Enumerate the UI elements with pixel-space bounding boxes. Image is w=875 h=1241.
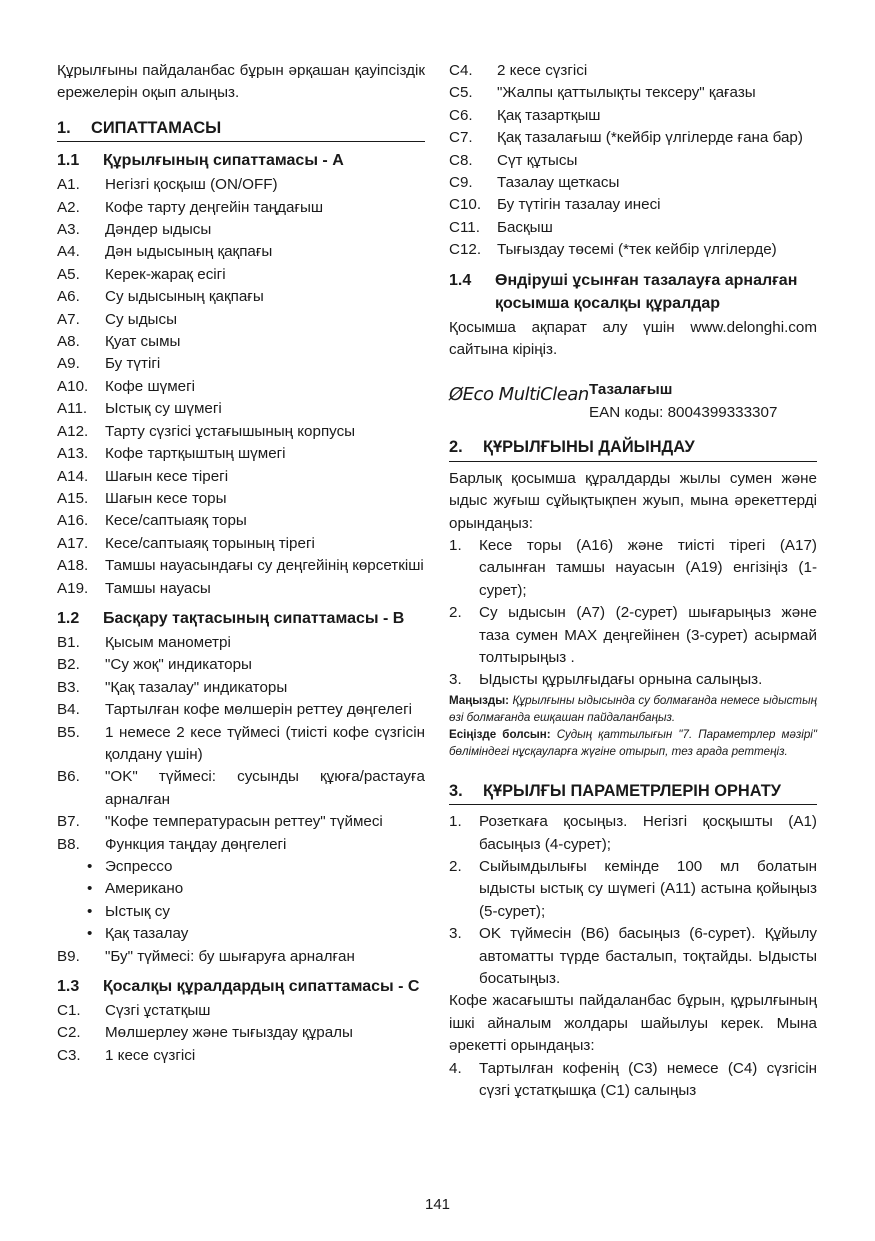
section-title: Басқару тақтасының сипаттамасы - B — [103, 609, 405, 627]
item-text: Шағын кесе торы — [105, 489, 227, 507]
item-text: Сүт құтысы — [497, 151, 578, 169]
item-text: Сүзгі ұстатқыш — [105, 1002, 211, 1020]
item-key: A9. — [57, 355, 80, 373]
item-text: 1 немесе 2 кесе түймесі (тиісті кофе сүзгісін қолдану үшін) — [105, 723, 425, 763]
item-text: "Қақ тазалау" индикаторы — [105, 678, 288, 696]
list-item-a2 — [57, 197, 425, 219]
item-text: Ыстық су шүмегі — [105, 400, 222, 418]
item-key: B5. — [57, 723, 80, 741]
list-item-c2 — [57, 1022, 425, 1044]
item-text: Тартылған кофе мөлшерін реттеу дөңгелегі — [105, 701, 412, 719]
item-text: Негізгі қосқыш (ON/OFF) — [105, 176, 278, 194]
list-item-a15 — [57, 488, 425, 510]
step-text: OK түймесін (B6) басыңыз (6-сурет). Құйылу автоматты түрде басталып, тоқтайды. Ыдысты босатыңыз. — [479, 925, 817, 987]
list-item-a1 — [57, 174, 425, 196]
product-name: Тазалағыш — [589, 381, 673, 399]
bullet-icon: • — [87, 925, 93, 943]
item-key: B2. — [57, 656, 80, 674]
section-number: 3. — [449, 781, 463, 800]
item-key: C11. — [449, 218, 480, 236]
step-text: Ыдысты құрылғыдағы орнына салыңыз. — [479, 671, 763, 689]
list-item-b4 — [57, 699, 425, 721]
list-item-c6 — [449, 105, 817, 127]
item-key: C4. — [449, 62, 473, 79]
item-key: C7. — [449, 129, 473, 147]
reminder-note — [449, 726, 817, 760]
item-key: B1. — [57, 633, 80, 651]
list-item-b2 — [57, 654, 425, 676]
item-text: Қақ тазалағыш (*кейбір үлгілерде ғана бар) — [497, 129, 803, 147]
item-key: B9. — [57, 947, 80, 965]
item-key: A17. — [57, 534, 89, 552]
item-text: Басқыш — [497, 218, 553, 236]
step-number: 3. — [449, 671, 462, 689]
item-key: A16. — [57, 512, 89, 530]
list-item-a18 — [57, 555, 425, 577]
step-item — [449, 1058, 817, 1103]
step-number: 1. — [449, 536, 462, 554]
item-text: Функция таңдау дөңгелегі — [105, 835, 287, 853]
step-number: 3. — [449, 925, 462, 943]
item-key: A1. — [57, 176, 80, 194]
item-key: A11. — [57, 400, 88, 418]
intro-text: Құрылғыны пайдаланбас бұрын әрқашан қауіпсіздік ережелерін оқып алыңыз. — [57, 62, 425, 102]
list-item-c11 — [449, 217, 817, 239]
item-key: C6. — [449, 106, 473, 124]
item-text: Тазалау щеткасы — [497, 174, 620, 192]
item-text: "OK" түймесі: сусынды құюға/растауға арналған — [105, 768, 425, 808]
list-a — [57, 174, 425, 600]
list-item-a8 — [57, 331, 425, 353]
item-text: Бу түтігі — [105, 355, 161, 373]
bullet-icon: • — [87, 858, 93, 875]
item-text: Кесе/саптыаяқ торының тірегі — [105, 534, 315, 552]
list-item-a14 — [57, 466, 425, 488]
bullet-text: Американо — [105, 880, 184, 898]
item-text: 2 кесе сүзгісі — [497, 62, 588, 79]
step-item — [449, 535, 817, 602]
item-text: "Жалпы қаттылықты тексеру" қағазы — [497, 84, 756, 102]
section-2-intro: Барлық қосымша құралдарды жылы сумен және ыдыс жуғыш сұйықтықпен жуып, мына әрекеттерді орындаңыз: — [449, 469, 817, 532]
list-item-b3 — [57, 677, 425, 699]
item-key: A18. — [57, 557, 89, 575]
list-item-b6 — [57, 766, 425, 811]
step-text: Су ыдысын (A7) (2-сурет) шығарыңыз және таза сумен MAX деңгейінен (3-сурет) асырмай толтырыңыз . — [479, 604, 817, 666]
item-text: Қақ тазартқыш — [497, 106, 601, 124]
step-item — [449, 602, 817, 669]
list-item-c12 — [449, 239, 817, 261]
section-number: 2. — [449, 438, 463, 457]
item-text: Бу түтігін тазалау инесі — [497, 196, 661, 214]
accessories-info: Қосымша ақпарат алу үшін www.delonghi.com сайтына кіріңіз. — [449, 318, 817, 359]
list-item-a5 — [57, 264, 425, 286]
item-key: A8. — [57, 333, 80, 351]
list-item-c5 — [449, 82, 817, 104]
item-key: A12. — [57, 422, 89, 440]
section-1-2-heading — [57, 607, 425, 630]
step-item — [449, 811, 817, 856]
item-text: Мөлшерлеу және тығыздау құралы — [105, 1024, 353, 1042]
item-key: A19. — [57, 579, 89, 597]
item-key: A3. — [57, 221, 80, 239]
list-item-c9 — [449, 172, 817, 194]
item-text: Су ыдысының қақпағы — [105, 288, 264, 306]
item-key: C1. — [57, 1002, 81, 1020]
section-number: 1.1 — [57, 152, 80, 170]
bullet-icon: • — [87, 902, 93, 920]
step-text: Розеткаға қосыңыз. Негізгі қосқышты (A1) басыңыз (4-сурет); — [479, 813, 817, 853]
section-title: ҚҰРЫЛҒЫНЫ ДАЙЫНДАУ — [483, 438, 695, 457]
section-title: Өндіруші ұсынған тазалауға арналған қосымша қосалқы құралдар — [495, 271, 798, 312]
list-item-c10 — [449, 194, 817, 216]
list-item-a11 — [57, 398, 425, 420]
item-text: Кофе тартқыштың шүмегі — [105, 445, 286, 463]
right-column — [449, 60, 817, 1102]
item-key: B6. — [57, 768, 80, 786]
item-key: A5. — [57, 265, 80, 283]
list-item-c7 — [449, 127, 817, 149]
list-item-a16 — [57, 510, 425, 532]
bullet-text: Қақ тазалау — [105, 925, 189, 943]
step-text: Сыйымдылығы кемінде 100 мл болатын ыдысты ыстық су шүмегі (A11) астына қойыңыз (5-сурет); — [479, 857, 817, 920]
list-b — [57, 632, 425, 968]
note-text: Судың қаттылығын "7. Параметрлер мәзірі" бөліміндегі нұсқауларға жүгіне отырып, тез арада реттеңіз. — [449, 727, 817, 758]
step-number: 2. — [449, 604, 462, 622]
section-1-3-heading — [57, 975, 425, 998]
section-2-heading — [449, 436, 817, 461]
item-key: C8. — [449, 151, 473, 169]
list-item-b7 — [57, 811, 425, 833]
step-number: 1. — [449, 813, 462, 831]
item-key: A7. — [57, 310, 80, 328]
item-text: Кофе шүмегі — [105, 377, 196, 395]
item-text: Су ыдысы — [105, 310, 177, 328]
section-number: 1.2 — [57, 609, 80, 627]
ean-code: EAN коды: 8004399333307 — [589, 403, 778, 421]
list-item-a13 — [57, 443, 425, 465]
section-title: Қосалқы құралдардың сипаттамасы - C — [103, 978, 420, 996]
list-item-a10 — [57, 376, 425, 398]
item-text: Қуат сымы — [105, 333, 181, 351]
note-label: Маңызды: — [449, 693, 510, 707]
section-1-heading — [57, 117, 425, 142]
item-key: B3. — [57, 678, 80, 696]
page-number: 141 — [424, 1196, 451, 1213]
item-text: Тамшы науасындағы су деңгейінің көрсеткіші — [105, 557, 424, 575]
step-number: 2. — [449, 857, 462, 875]
list-item-a3 — [57, 219, 425, 241]
section-title: Құрылғының сипаттамасы - A — [103, 152, 344, 170]
list-item-c4 — [449, 60, 817, 82]
section-title: ҚҰРЫЛҒЫ ПАРАМЕТРЛЕРІН ОРНАТУ — [483, 781, 781, 800]
step-item — [449, 669, 817, 691]
left-column — [57, 60, 425, 1067]
item-key: C3. — [57, 1046, 81, 1064]
item-text: Дән ыдысының қақпағы — [105, 243, 273, 261]
item-text: Тығыздау төсемі (*тек кейбір үлгілерде) — [497, 241, 777, 259]
list-item-a6 — [57, 286, 425, 308]
bullet-icon: • — [87, 880, 93, 898]
section-1-4-heading — [449, 269, 817, 315]
section-1-1-heading — [57, 149, 425, 172]
item-key: C10. — [449, 196, 482, 214]
step-text: Кесе торы (A16) және тиісті тірегі (A17) салынған тамшы науасын (A19) енгізіңіз (1-сурет); — [479, 536, 817, 599]
item-key: B7. — [57, 813, 80, 831]
section-number: 1. — [57, 118, 71, 137]
item-key: A14. — [57, 467, 89, 485]
item-text: Кофе тарту деңгейін таңдағыш — [105, 198, 324, 216]
step-text: Тартылған кофенің (C3) немесе (C4) сүзгісін сүзгі ұстатқышқа (C1) салыңыз — [479, 1059, 817, 1100]
section-number: 1.4 — [449, 271, 472, 289]
bullet-item — [57, 878, 425, 900]
note-label: Есіңізде болсын: — [449, 727, 551, 741]
list-item-a4 — [57, 241, 425, 263]
item-key: A4. — [57, 243, 80, 261]
item-text: Тарту сүзгісі ұстағышының корпусы — [105, 422, 356, 440]
list-item-a7 — [57, 309, 425, 331]
section-number: 1.3 — [57, 978, 80, 996]
list-item-a12 — [57, 421, 425, 443]
item-key: A10. — [57, 377, 89, 395]
item-text: Тамшы науасы — [105, 579, 211, 597]
item-key: C2. — [57, 1024, 81, 1042]
section-3-heading — [449, 780, 817, 805]
list-item-b5 — [57, 722, 425, 767]
item-text: Дәндер ыдысы — [105, 221, 212, 239]
item-text: Шағын кесе тірегі — [105, 467, 229, 485]
step-number: 4. — [449, 1059, 462, 1077]
list-item-a9 — [57, 353, 425, 375]
step-item — [449, 856, 817, 923]
product-block — [449, 379, 817, 424]
list-item-c1 — [57, 1000, 425, 1022]
bullet-item — [57, 923, 425, 945]
step-item — [449, 923, 817, 990]
item-text: Қысым манометрі — [105, 633, 231, 651]
item-key: A6. — [57, 288, 80, 306]
item-key: C5. — [449, 84, 473, 102]
eco-multiclean-logo: ØEco MultiClean — [449, 384, 589, 406]
item-key: A13. — [57, 445, 89, 463]
important-note — [449, 692, 817, 726]
item-key: C9. — [449, 174, 473, 192]
item-text: Кесе/саптыаяқ торы — [105, 512, 247, 530]
bullet-item — [57, 856, 425, 878]
item-key: B4. — [57, 701, 80, 719]
item-text: 1 кесе сүзгісі — [105, 1046, 196, 1064]
list-item-b9 — [57, 946, 425, 968]
list-item-b1 — [57, 632, 425, 654]
list-item-c8 — [449, 150, 817, 172]
item-text: "Бу" түймесі: бу шығаруға арналған — [105, 947, 355, 965]
item-text: "Су жоқ" индикаторы — [105, 656, 252, 674]
list-item-c3 — [57, 1045, 425, 1067]
item-key: C12. — [449, 241, 482, 259]
section-3-text: Кофе жасағышты пайдаланбас бұрын, құрылғының ішкі айналым жолдары шайылуы керек. Мына әрекетті орындаңыз: — [449, 992, 817, 1055]
product-info — [589, 379, 777, 424]
list-c — [57, 1000, 425, 1067]
item-text: Керек-жарақ есігі — [105, 265, 226, 283]
item-key: B8. — [57, 835, 80, 853]
list-item-b8 — [57, 834, 425, 856]
note-text: Құрылғыны ыдысында су болмағанда немесе ыдыстың өзі болмағанда ешқашан пайдаланбаңыз. — [449, 693, 817, 724]
bullet-item — [57, 901, 425, 923]
item-text: "Кофе температурасын реттеу" түймесі — [105, 813, 383, 831]
bullet-text: Ыстық су — [105, 902, 170, 920]
list-item-a19 — [57, 578, 425, 600]
section-title: СИПАТТАМАСЫ — [91, 118, 222, 137]
bullet-text: Эспрессо — [105, 858, 173, 875]
item-key: A15. — [57, 489, 89, 507]
item-key: A2. — [57, 198, 80, 216]
list-c-continued — [449, 60, 817, 262]
list-item-a17 — [57, 533, 425, 555]
